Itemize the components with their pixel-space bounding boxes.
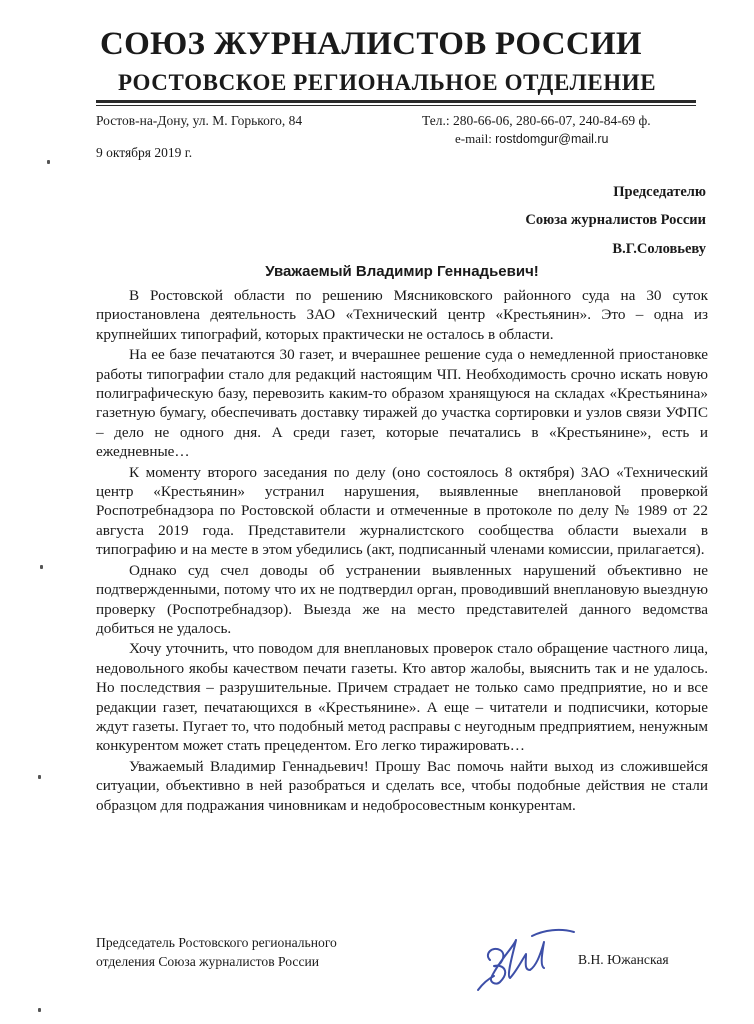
organization-subtitle: РОСТОВСКОЕ РЕГИОНАЛЬНОЕ ОТДЕЛЕНИЕ (118, 70, 657, 95)
recipient-line-2: Союза журналистов России (525, 212, 706, 228)
signatory-position (96, 933, 337, 971)
body-paragraph-1: В Ростовской области по решению Мясниковского районного суда на 30 суток приостановлена деятельность ЗАО «Технический центр «Крестьянин». Это – одна из крупнейших типографий, которых практически не осталось в области. (96, 287, 708, 343)
letterhead-rule-thin (96, 105, 696, 106)
handwritten-signature (470, 920, 580, 998)
signatory-position-line-2: отделения Союза журналистов России (96, 954, 320, 969)
signatory-position-line-1: Председатель Ростовского регионального (96, 935, 337, 950)
scan-speck (38, 1008, 41, 1012)
scan-speck (38, 775, 41, 779)
organization-email-line (455, 131, 609, 147)
recipient-line-3: В.Г.Соловьеву (612, 241, 706, 257)
body-paragraph-2: На ее базе печатаются 30 газет, и вчерашнее решение суда о немедленной приостановке работы типографии стало для редакций настоящим ЧП. Необходимость срочно искать новую полиграфическую базу, перевозить каким-то образом хранящуюся на складах «Крестьянина» газетную бумагу, обеспечивать доставку тиражей до участка сортировки и узлов связи УФПС – дело не одного дня. А среди газет, которые печатались в «Крестьянине», есть и ежедневные… (96, 346, 708, 461)
body-paragraph-4: Однако суд счел доводы об устранении выявленных нарушений объективно не подтвержденными, потому что их не подтвердил орган, проводивший внеплановую выездную проверку (Роспотребнадзор). Выезда же на место представителей данного ведомства добиться не удалось. (96, 561, 708, 637)
salutation: Уважаемый Владимир Геннадьевич! (265, 263, 539, 280)
recipient-line-1: Председателю (613, 184, 706, 200)
letter-body (96, 286, 708, 816)
organization-phone: Тел.: 280-66-06, 280-66-07, 240-84-69 ф. (422, 113, 651, 128)
body-paragraph-6: Уважаемый Владимир Геннадьевич! Прошу Вас помочь найти выход из сложившейся ситуации, объективно в ней разобраться и сделать все, чтобы подобные действия не стали образцом для подражания чиновникам и недобросовестным конкурентам. (96, 757, 708, 814)
organization-title: СОЮЗ ЖУРНАЛИСТОВ РОССИИ (100, 26, 642, 62)
email-label: e-mail: (455, 131, 492, 146)
body-paragraph-5: Хочу уточнить, что поводом для внеплановых проверок стало обращение частного лица, недовольного якобы качеством печати газеты. Кто автор жалобы, выяснить так и не удалось. Но последствия – разрушительные. Причем страдает не только само предприятие, но и все редакции газет, печатающихся в «Крестьянине». А еще – читатели и подписчики, которые ждут газеты. Пугает то, что подобный метод расправы с неугодным предприятием, ненужным конкурентом может стать прецедентом. Его легко тиражировать… (96, 640, 708, 755)
letterhead-rule-thick (96, 100, 696, 103)
letter-date: 9 октября 2019 г. (96, 145, 193, 160)
body-paragraph-3: К моменту второго заседания по делу (оно состоялось 8 октября) ЗАО «Технический центр «Крестьянин» устранил нарушения, выявленные внеплановой проверкой Роспотребнадзора по Ростовской области и отмеченные в протоколе по делу № 1989 от 22 августа 2019 года. Представители журналистского сообщества области выехали в типографию и на месте в этом убедились (акт, подписанный членами комиссии, прилагается). (96, 463, 708, 559)
scan-speck (47, 160, 50, 164)
scan-speck (40, 565, 43, 569)
signatory-name: В.Н. Южанская (578, 952, 669, 967)
organization-address: Ростов-на-Дону, ул. М. Горького, 84 (96, 113, 303, 128)
email-address: rostdomgur@mail.ru (495, 132, 609, 146)
